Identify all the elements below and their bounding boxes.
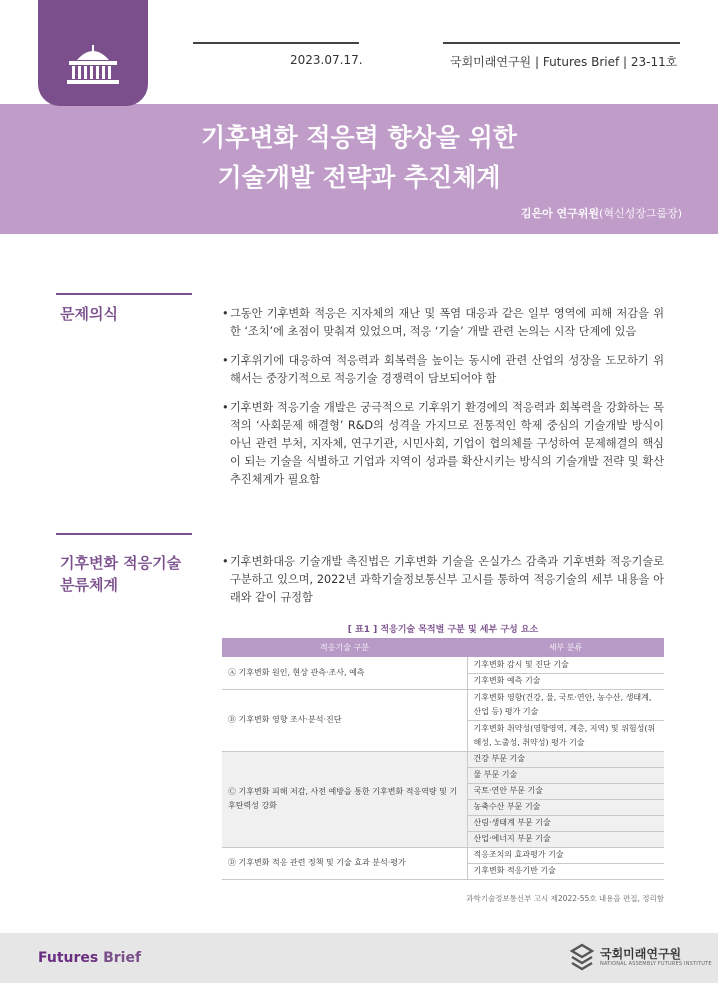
title-line: 기후변화 적응력 향상을 위한 [201,123,517,152]
table-sub-cell: 농축수산 부문 기술 [467,799,664,815]
section-title-line: 분류체계 [60,576,118,594]
assembly-building-icon [63,44,123,86]
table-sub-cell: 산림·생태계 부문 기술 [467,815,664,831]
footer-brand-part: Brief [98,950,142,966]
table-category-cell: Ⓐ 기후변화 원인, 현상 관측·조사, 예측 [222,657,467,689]
table-row [222,751,664,767]
logo-badge [38,0,148,106]
author [521,205,682,221]
section-bullets-problem [222,305,664,500]
section-title-classification [60,552,181,596]
table-sub-cell: 국토·연안 부문 기술 [467,783,664,799]
footer-brand-part: Futures [38,950,99,966]
bullet-item: • 기후위기에 대응하여 적응력과 회복력을 높이는 동시에 관련 산업의 성장을 도모하기 위해서는 중장기적으로 적응기술 경쟁력이 담보되어야 함 [222,352,664,388]
table-sub-cell: 기후변화 적응기반 기술 [467,863,664,879]
table-row [222,847,664,863]
footer [0,933,718,983]
table-sub-cell: 적응조치의 효과평가 기술 [467,847,664,863]
header-rule-right [443,42,680,44]
section-rule [56,293,192,295]
table-sub-cell: 건강 부문 기술 [467,751,664,767]
table-category-cell: Ⓒ 기후변화 피해 저감, 사전 예방을 통한 기후변화 적응역량 및 기후탄력성 강화 [222,751,467,847]
section-title-line: 기후변화 적응기술 [60,554,182,572]
table-header: 세부 분류 [467,638,664,657]
table-row [222,657,664,673]
author-dept: (혁신성장그룹장) [599,207,682,220]
table-category-cell: Ⓓ 기후변화 적응 관련 정책 및 기술 효과 분석·평가 [222,847,467,879]
bullet-item: • 기후변화 적응기술 개발은 궁극적으로 기후위기 환경에의 적응력과 회복력을 강화하는 목적의 ‘사회문제 해결형’ R&D의 성격을 가지므로 전통적인 학제 중심의 기술개발 방식이 아닌 관련 부처, 지자체, 연구기관, 시민사회, 기업이 협의체를 구성하여 문제해결의 핵심이 되는 기술을 식별하고 기업과 지역이 성과를 확산시키는 방식의 기술개발 전략 및 확산 추진체계가 필요함 [222,399,664,489]
adaptation-tech-table [222,638,664,880]
publish-date: 2023.07.17. [290,53,363,67]
table-sub-cell: 기후변화 취약성(영향영역, 계층, 지역) 및 위험성(위해성, 노출성, 취약성) 평가 기술 [467,720,664,751]
table-caption: [ 표1 ] 적응기술 목적별 구분 및 세부 구성 요소 [347,625,539,635]
bullet-item: • 기후변화대응 기술개발 촉진법은 기후변화 기술을 온실가스 감축과 기후변화 적응기술로 구분하고 있으며, 2022년 과학기술정보통신부 고시를 통하여 적응기술의 세부 내용을 아래와 같이 규정함 [222,553,664,607]
header-rule-left [193,42,359,44]
table-source-note: 과학기술정보통신부 고시 제2022-55호 내용을 편집, 정리함 [466,894,664,903]
table-header: 적응기술 구분 [222,638,467,657]
institute-logo-icon [568,943,596,971]
author-name: 김은아 연구위원 [520,207,600,220]
footer-org-name-en: NATIONAL ASSEMBLY FUTURES INSTITUTE [600,961,712,967]
footer-brand [38,950,141,966]
table-sub-cell: 기후변화 감시 및 진단 기술 [467,657,664,673]
page-title [0,118,718,198]
section-rule [56,533,192,535]
section-title-line: 문제의식 [60,305,118,323]
table-sub-cell: 기후변화 영향(건강, 물, 국토·연안, 농수산, 생태계, 산업 등) 평가 기술 [467,689,664,720]
table-category-cell: Ⓑ 기후변화 영향 조사·분석·진단 [222,689,467,751]
table-sub-cell: 산업·에너지 부문 기술 [467,831,664,847]
table-sub-cell: 물 부문 기술 [467,767,664,783]
section-bullets-classification [222,553,664,618]
table-row [222,689,664,720]
title-line: 기술개발 전략과 추진체계 [217,163,501,192]
bullet-item: • 그동안 기후변화 적응은 지자체의 재난 및 폭염 대응과 같은 일부 영역에 피해 저감을 위한 ‘조치’에 초점이 맞춰져 있었으며, 적응 ‘기술’ 개발 관련 논의는 시작 단계에 있음 [222,305,664,341]
section-title-problem [60,303,118,325]
table-sub-cell: 기후변화 예측 기술 [467,673,664,689]
issue-label: 국회미래연구원 | Futures Brief | 23-11호 [450,55,678,69]
footer-org-name: 국회미래연구원 [600,947,682,961]
